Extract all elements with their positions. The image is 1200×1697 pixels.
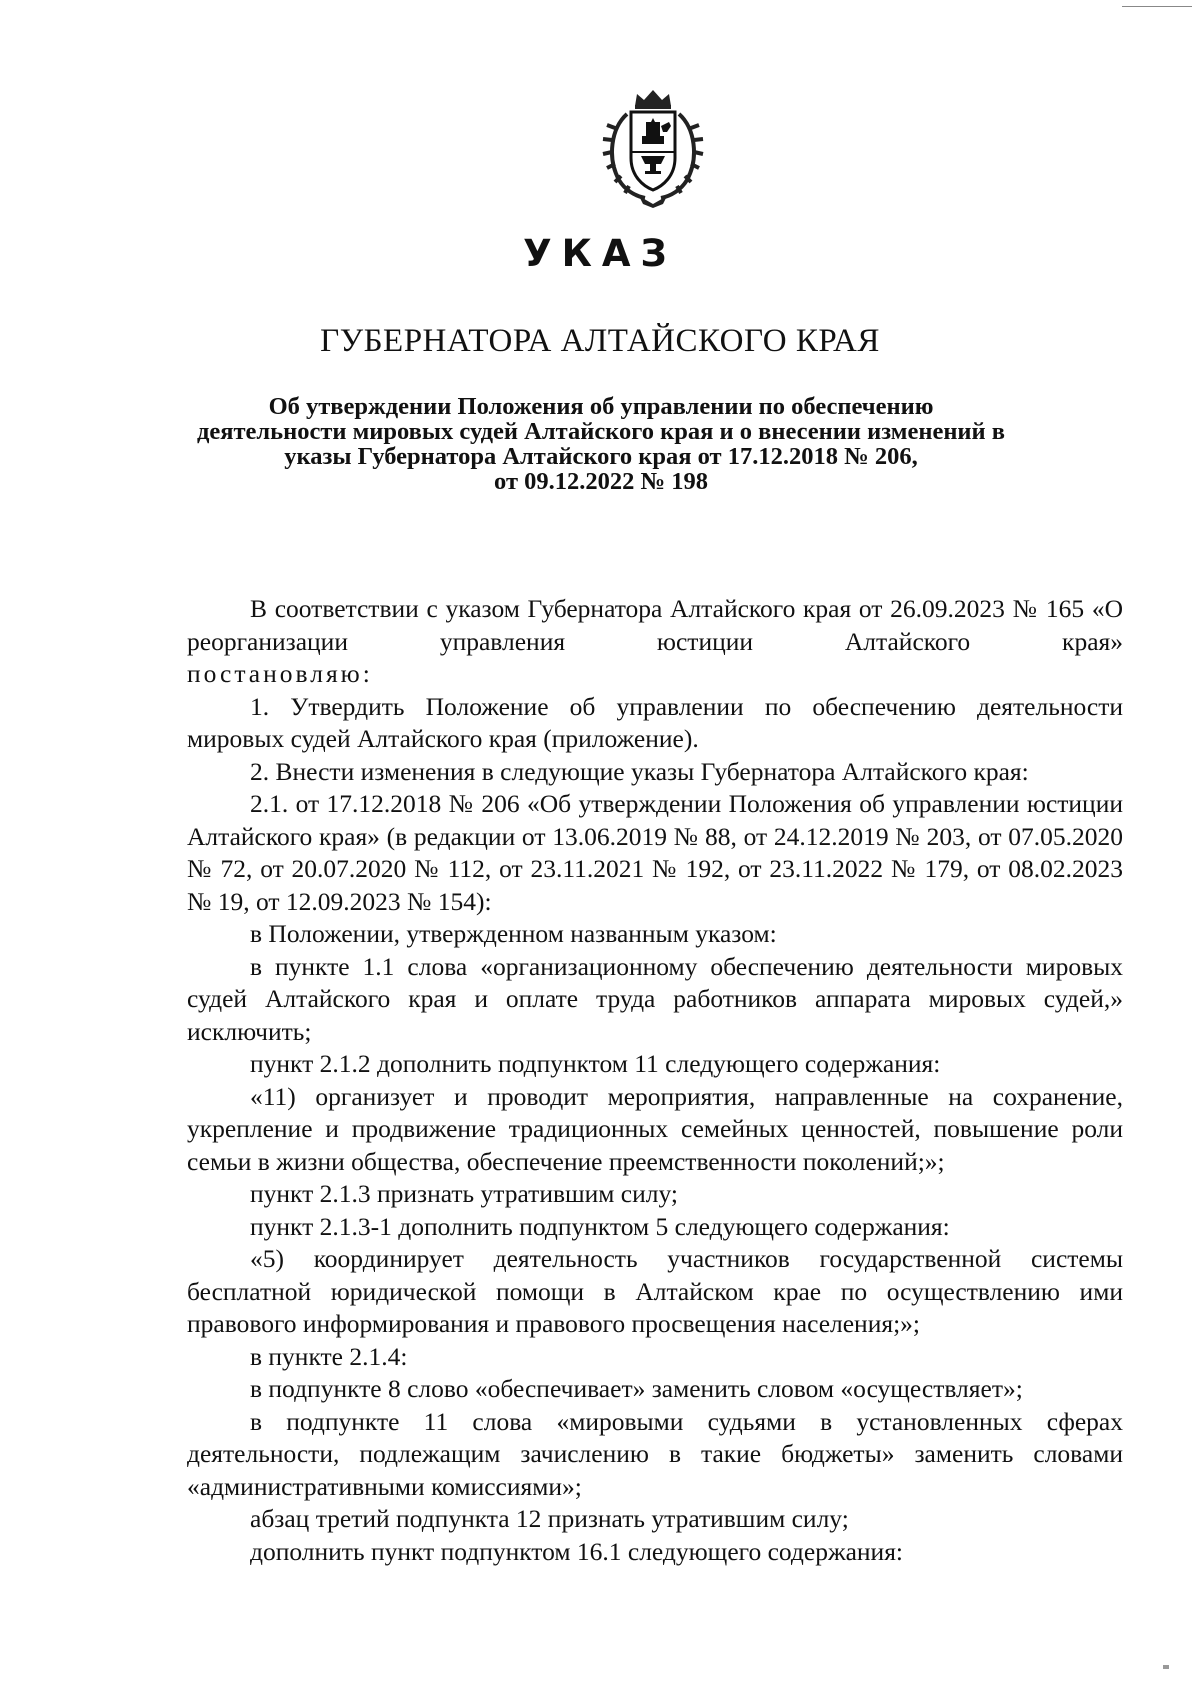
body-paragraph: пункт 2.1.2 дополнить подпунктом 11 следующего содержания: <box>250 1049 941 1078</box>
subject-line: Об утверждении Положения об управлении по обеспечению <box>268 393 934 420</box>
altai-coat-of-arms-emblem <box>597 88 709 208</box>
body-paragraph: 1. Утвердить Положение об управлении по обеспечению деятельности мировых судей Алтайского края (приложение). <box>187 691 1123 753</box>
scan-artifact-mark <box>1163 1665 1169 1669</box>
document-body <box>187 593 1123 1568</box>
subject-line: от 09.12.2022 № 198 <box>494 468 708 495</box>
document-issuer: ГУБЕРНАТОРА АЛТАЙСКОГО КРАЯ <box>320 323 880 359</box>
body-paragraph: в пункте 2.1.4: <box>250 1341 408 1371</box>
decree-word: постановляю: <box>187 659 373 688</box>
preamble-paragraph: В соответствии с указом Губернатора Алтайского края от 26.09.2023 № 165 «О реорганизации управления юстиции Алтайского края» <box>187 594 1123 656</box>
body-paragraph: дополнить пункт подпунктом 16.1 следующего содержания: <box>250 1536 904 1566</box>
body-paragraph: в Положении, утвержденном названным указом: <box>250 919 777 948</box>
body-paragraph: в подпункте 11 слова «мировыми судьями в установленных сферах деятельности, подлежащим зачислению в такие бюджеты» заменить словами «административными комиссиями»; <box>187 1406 1123 1501</box>
body-paragraph: 2. Внести изменения в следующие указы Губернатора Алтайского края: <box>250 756 1029 786</box>
document-title: УКАЗ <box>523 232 677 275</box>
body-paragraph: в пункте 1.1 слова «организационному обеспечению деятельности мировых судей Алтайского края и оплате труда работников аппарата мировых судей,» исключить; <box>187 951 1123 1046</box>
document-subject <box>170 394 1032 494</box>
scan-corner-mark <box>1122 6 1192 7</box>
body-paragraph: в подпункте 8 слово «обеспечивает» заменить словом «осуществляет»; <box>250 1374 1023 1403</box>
body-paragraph: пункт 2.1.3-1 дополнить подпунктом 5 следующего содержания: <box>250 1211 950 1241</box>
body-paragraph: 2.1. от 17.12.2018 № 206 «Об утверждении Положения об управлении юстиции Алтайского края» (в редакции от 13.06.2019 № 88, от 24.12.2019 № 203, от 07.05.2020 № 72, от 20.07.2020 № 112, от 23.11.2021 № 192, от 23.11.2022 № 179, от 08.02.2023 № 19, от 12.09.2023 № 154): <box>187 789 1123 916</box>
body-paragraph: «5) координирует деятельность участников государственной системы бесплатной юридической помощи в Алтайском крае по осуществлению ими правового информирования и правового просвещения населения;»; <box>187 1244 1123 1338</box>
subject-line: деятельности мировых судей Алтайского края и о внесении изменений в <box>196 418 1006 445</box>
subject-line: указы Губернатора Алтайского края от 17.12.2018 № 206, <box>284 443 918 470</box>
body-paragraph: «11) организует и проводит мероприятия, направленные на сохранение, укрепление и продвижение традиционных семейных ценностей, повышение роли семьи в жизни общества, обеспечение преемственности поколений;»; <box>187 1081 1123 1176</box>
body-paragraph: пункт 2.1.3 признать утратившим силу; <box>250 1179 678 1208</box>
body-paragraph: абзац третий подпункта 12 признать утратившим силу; <box>250 1504 849 1533</box>
